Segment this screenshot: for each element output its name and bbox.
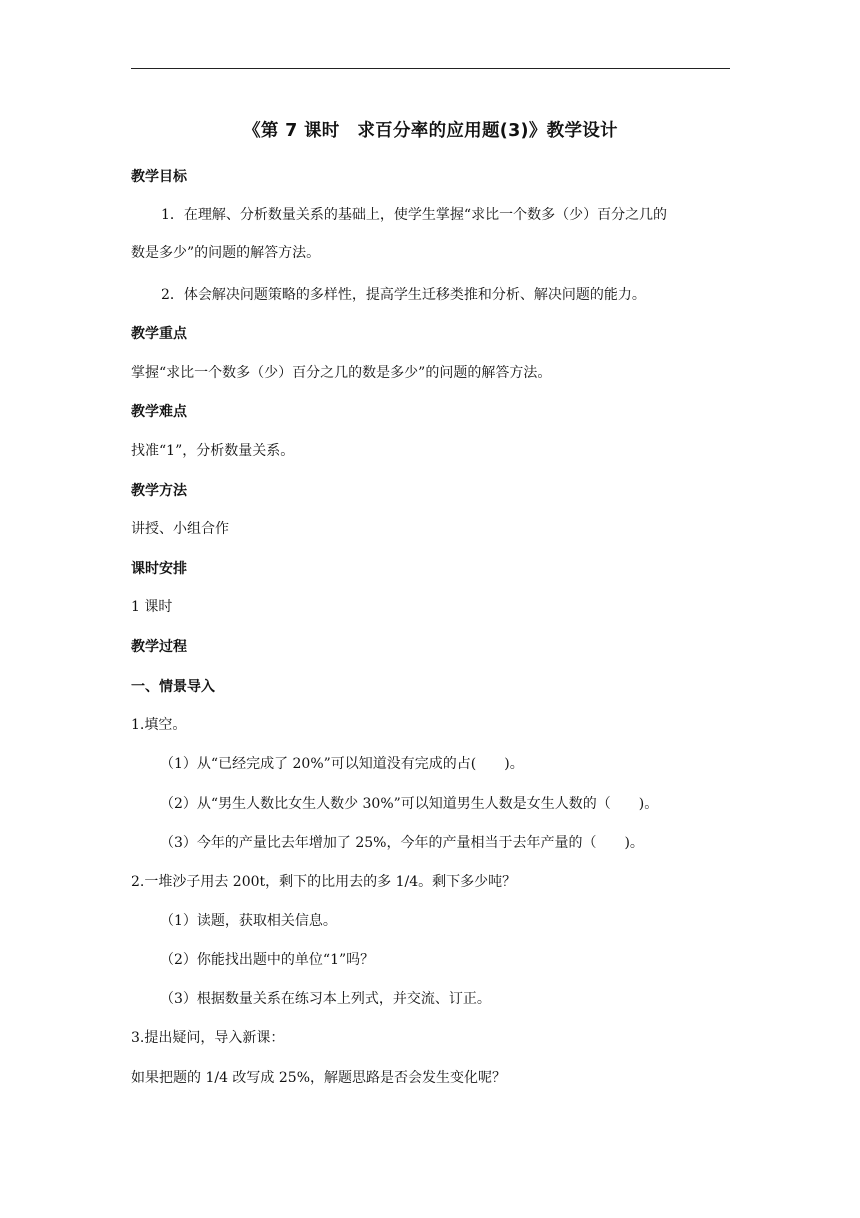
difficulty-text: 找准“1”，分析数量关系。 <box>131 443 295 459</box>
heading-schedule: 课时安排 <box>131 561 187 577</box>
heading-process: 教学过程 <box>131 639 187 655</box>
method-text: 讲授、小组合作 <box>131 521 229 537</box>
goal-2: 2．体会解决问题策略的多样性，提高学生迁移类推和分析、解决问题的能力。 <box>161 287 646 303</box>
goal-1-line-2: 数是多少”的问题的解答方法。 <box>131 245 321 261</box>
heading-difficulty: 教学难点 <box>131 404 187 420</box>
header-rule <box>131 68 730 69</box>
question-2-a: （1）读题，获取相关信息。 <box>160 913 337 929</box>
document-title: 《第 7 课时 求百分率的应用题(3)》教学设计 <box>243 121 618 141</box>
question-1-c: （3）今年的产量比去年增加了 25%，今年的产量相当于去年产量的（ )。 <box>160 835 644 851</box>
heading-teaching-goals: 教学目标 <box>131 169 187 185</box>
heading-part-1: 一、情景导入 <box>131 679 215 695</box>
goal-1-line-1: 1．在理解、分析数量关系的基础上，使学生掌握“求比一个数多（少）百分之几的 <box>161 207 668 223</box>
question-2: 2.一堆沙子用去 200t，剩下的比用去的多 1/4。剩下多少吨？ <box>131 874 517 890</box>
heading-key-point: 教学重点 <box>131 326 187 342</box>
question-1-b: （2）从“男生人数比女生人数少 30%”可以知道男生人数是女生人数的（ )。 <box>160 796 659 812</box>
schedule-text: 1 课时 <box>131 599 173 615</box>
question-2-b: （2）你能找出题中的单位“1”吗？ <box>160 952 375 968</box>
question-3: 3.提出疑问，导入新课： <box>131 1030 285 1046</box>
key-point-text: 掌握“求比一个数多（少）百分之几的数是多少”的问题的解答方法。 <box>131 365 552 381</box>
question-2-c: （3）根据数量关系在练习本上列式，并交流、订正。 <box>160 991 491 1007</box>
heading-method: 教学方法 <box>131 483 187 499</box>
question-3-text: 如果把题的 1/4 改写成 25%，解题思路是否会发生变化呢？ <box>131 1070 506 1086</box>
question-1: 1.填空。 <box>131 717 187 733</box>
question-1-a: （1）从“已经完成了 20%”可以知道没有完成的占( )。 <box>160 756 524 772</box>
